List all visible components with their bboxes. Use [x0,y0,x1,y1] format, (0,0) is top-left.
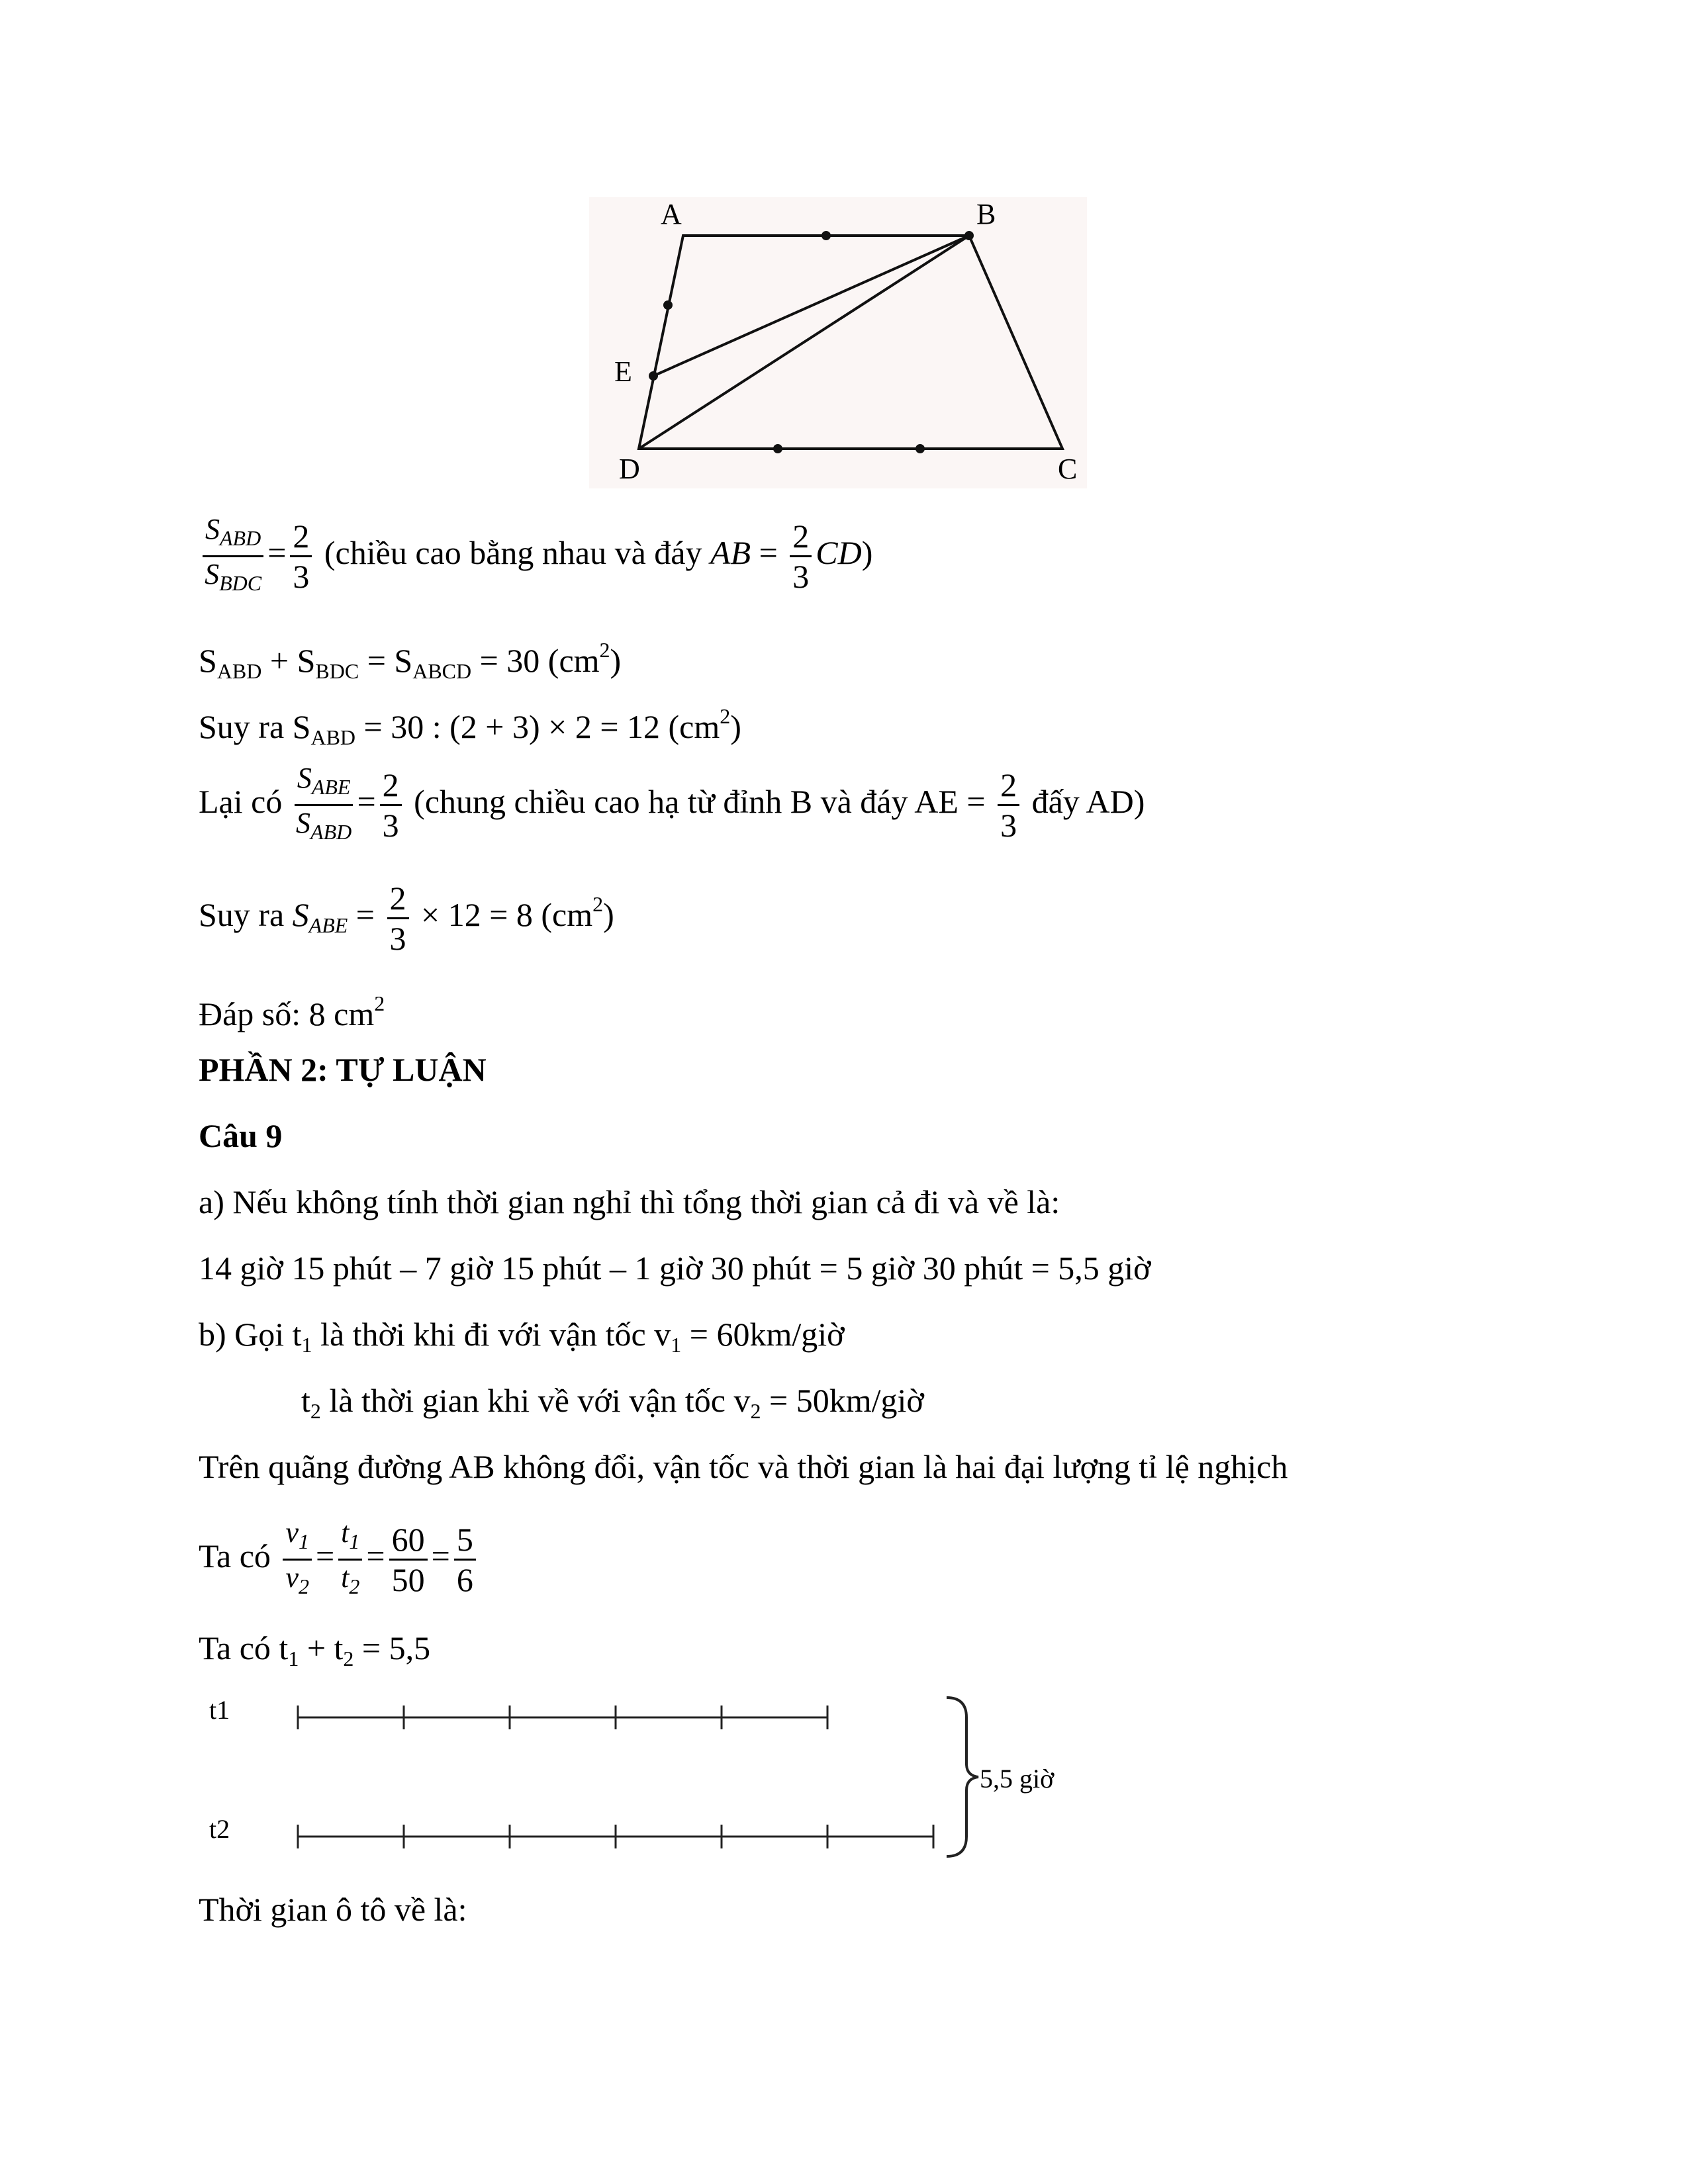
label-e: E [614,355,632,388]
label-d: D [619,453,640,485]
fraction-t1-over-t2: $\frac{t_1}{t_2}$ [338,1516,362,1604]
fraction-two-thirds: $\frac{2}{3}$ [290,517,312,596]
question-9-title: Câu 9 [199,1117,283,1154]
fraction-s-abd-over-s-bdc: $\frac{S_{ABD}}{S_{BDC}}$ [203,512,263,600]
fraction-s-abe-over-s-abd: $\frac{S_{ABE}}{S_{ABD}}$ [295,761,353,849]
tick-dot-dc-1 [773,444,782,453]
fraction-v1-over-v2: $\frac{v_1}{v_2}$ [283,1516,312,1604]
trapezoid-figure [589,197,1087,488]
tick-dot-dc-2 [915,444,925,453]
return-time-line: Thời gian ô tô về là: [199,1891,467,1928]
ratio-speed-time-line: Ta có $\frac{v_1}{v_2}$ = $\frac{t_1}{t_2}$ = $\frac{60}{50}$ = $\frac{5}{6}$ [199,1516,480,1604]
fraction-two-thirds: $\frac{2}{3}$ [790,517,812,596]
segment-diagram [199,1691,1125,1863]
part-a-line: a) Nếu không tính thời gian nghỉ thì tổng thời gian cả đi và về là: [199,1183,1060,1220]
fraction-two-thirds: $\frac{2}{3}$ [380,766,402,844]
label-b: B [976,198,996,230]
part-b-line-1: b) Gọi $t_1$ là thời khi đi với vận tốc $v_1$ = 60km/giờ [199,1316,845,1357]
tick-dot-ad [663,300,673,310]
fraction-60-over-50: $\frac{60}{50}$ [389,1520,428,1599]
segment-t1 [298,1706,827,1729]
area-abe-line: Suy ra $S_{ABE}$ = $\frac{2}{3}$ × 12 = 8 $(cm^2)$ [199,880,614,957]
area-abd-line: Suy ra $S_{ABD} = 30$ : (2 + 3) × 2 = 12 $(cm^2)$ [199,704,741,749]
fraction-two-thirds: $\frac{2}{3}$ [998,766,1019,844]
total-time-label: 5,5 giờ [980,1764,1055,1794]
vertex-dot-b [964,231,974,240]
point-e-dot [649,371,658,381]
inverse-proportion-line: Trên quãng đường AB không đổi, vận tốc và thời gian là hai đại lượng tỉ lệ nghịch [199,1448,1288,1485]
ratio-abe-abd-line: Lại có $\frac{S_{ABE}}{S_{ABD}}$ = $\frac{2}{3}$ (chung chiều cao hạ từ đỉnh B và đáy AE = $\frac{2}{3}$ đấy AD) [199,761,1145,849]
part-b-line-2: $t_2$ là thời gian khi về với vận tốc $v_2$ = 50km/giờ [301,1382,924,1423]
label-a: A [661,198,682,230]
answer-line: Đáp số: 8 $cm^2$ [199,991,385,1032]
curly-brace [947,1698,978,1856]
tick-dot-ab [821,231,831,240]
label-t2: t2 [209,1814,230,1844]
ratio-abd-bdc-line: $\frac{S_{ABD}}{S_{BDC}}$ = $\frac{2}{3}$ (chiều cao bằng nhau và đáy AB = $\frac{2}{3}$ CD) [199,512,872,600]
label-c: C [1058,453,1078,485]
time-sum-line: Ta có $t_1 + t_2 = 5,5$ [199,1629,431,1670]
segment-t2 [298,1825,933,1848]
fraction-5-over-6: $\frac{5}{6}$ [454,1520,476,1599]
label-t1: t1 [209,1695,230,1725]
part2-heading: PHẦN 2: TỰ LUẬN [199,1051,487,1088]
part-a-calculation: 14 giờ 15 phút – 7 giờ 15 phút – 1 giờ 30 phút = 5 giờ 30 phút = 5,5 giờ [199,1250,1151,1287]
area-sum-line: $S_{ABD} + S_{BDC} = S_{ABCD} = 30$ $(cm^2)$ [199,638,622,683]
fraction-two-thirds: $\frac{2}{3}$ [387,879,409,958]
